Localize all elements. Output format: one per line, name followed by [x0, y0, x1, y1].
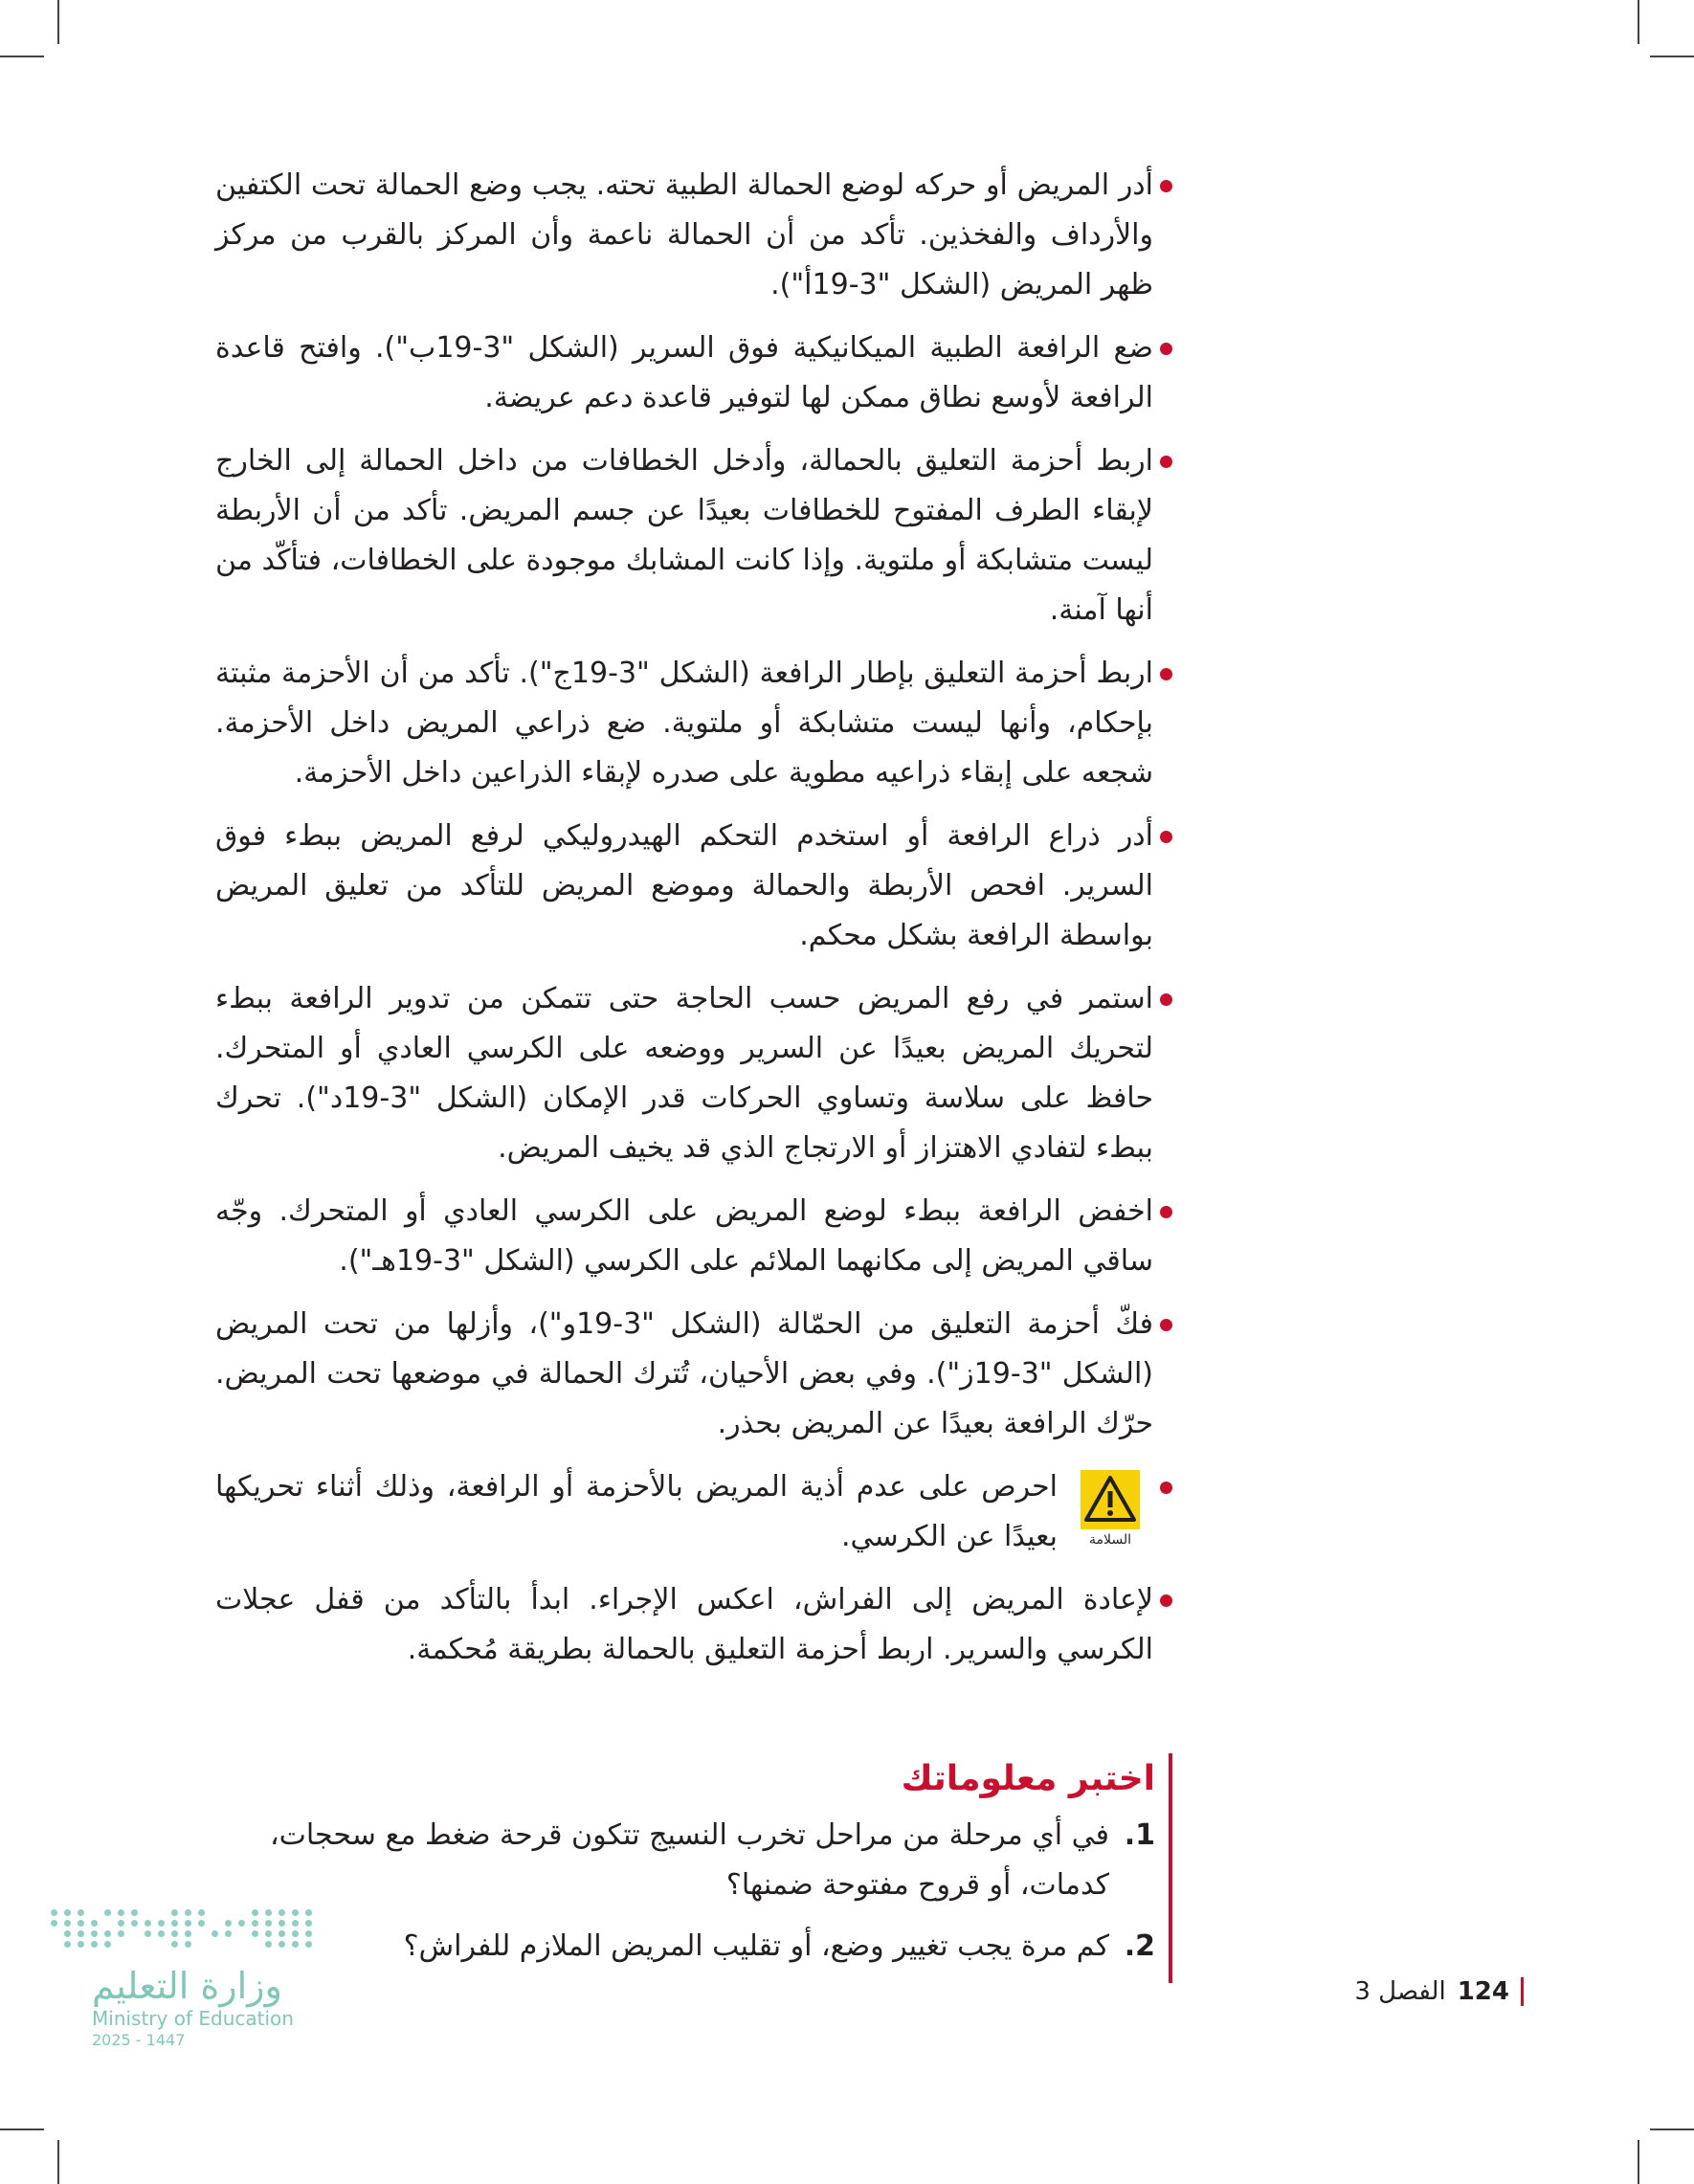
- logo-dot: [185, 1909, 191, 1916]
- logo-dot: [51, 1909, 57, 1916]
- logo-dot: [305, 1930, 312, 1937]
- logo-dot: [238, 1920, 245, 1927]
- logo-dot: [185, 1941, 191, 1948]
- logo-dot: [292, 1930, 299, 1937]
- logo-dot: [185, 1920, 191, 1927]
- crop-mark: [1638, 2140, 1639, 2184]
- logo-dot: [265, 1909, 272, 1916]
- page-footer: [1354, 1977, 1524, 2006]
- logo-dot: [51, 1920, 57, 1927]
- quiz-title: اختبر معلوماتك: [901, 1759, 1155, 1798]
- logo-dots-icon: [92, 1909, 312, 1948]
- list-item: [215, 1300, 1172, 1449]
- crop-mark: [57, 2140, 59, 2184]
- logo-dot: [265, 1920, 272, 1927]
- bullet-dot: [1160, 993, 1172, 1006]
- logo-dot: [305, 1941, 312, 1948]
- bullet-dot: [1160, 831, 1172, 843]
- bullet-text: أدر المريض أو حركه لوضع الحمالة الطبية تحته. يجب وضع الحمالة تحت الكتفين والأرداف والفخذين. تأكد من أن الحمالة ناعمة وأن المركز بالقرب من مركز ظهر المريض (الشكل "3-19أ").: [215, 168, 1153, 301]
- quiz-section: [184, 1753, 1172, 1983]
- logo-arabic: وزارة التعليم: [92, 1965, 282, 2007]
- safety-callout: [1067, 1470, 1153, 1549]
- logo-dot: [265, 1930, 272, 1937]
- logo-dot: [171, 1930, 178, 1937]
- logo-dot: [225, 1930, 232, 1937]
- logo-dot: [252, 1909, 258, 1916]
- logo-dot: [292, 1909, 299, 1916]
- logo-dot: [225, 1920, 232, 1927]
- logo-dot: [91, 1941, 98, 1948]
- logo-dot: [118, 1909, 124, 1916]
- ministry-logo: [92, 1909, 312, 2051]
- logo-dot: [305, 1909, 312, 1916]
- logo-dot: [252, 1930, 258, 1937]
- warning-icon: [1081, 1470, 1140, 1529]
- list-item: [215, 161, 1172, 310]
- bullet-list: [215, 161, 1172, 1675]
- bullet-dot: [1160, 180, 1172, 192]
- logo-dot: [279, 1920, 285, 1927]
- logo-english: Ministry of Education: [92, 2007, 294, 2030]
- logo-dot: [78, 1909, 84, 1916]
- logo-dot: [198, 1920, 205, 1927]
- quiz-question: [184, 1922, 1155, 1972]
- logo-dot: [198, 1909, 205, 1916]
- bullet-dot: [1160, 456, 1172, 468]
- logo-dot: [279, 1909, 285, 1916]
- procedure-steps: [215, 161, 1172, 1688]
- logo-dot: [279, 1941, 285, 1948]
- crop-mark: [1650, 2128, 1694, 2130]
- logo-dot: [292, 1941, 299, 1948]
- logo-dot: [212, 1930, 218, 1937]
- bullet-dot: [1160, 1319, 1172, 1331]
- logo-year: 2025 - 1447: [92, 2031, 186, 2049]
- list-item: [215, 436, 1172, 635]
- logo-dot: [252, 1920, 258, 1927]
- logo-dot: [131, 1920, 138, 1927]
- bullet-dot: [1160, 1206, 1172, 1218]
- logo-dot: [171, 1920, 178, 1927]
- list-item: [215, 323, 1172, 423]
- quiz-question: [184, 1811, 1155, 1910]
- logo-dot: [171, 1941, 178, 1948]
- bullet-dot: [1160, 1482, 1172, 1494]
- crop-mark: [0, 56, 44, 57]
- logo-dot: [118, 1930, 124, 1937]
- list-item: [215, 812, 1172, 961]
- logo-dot: [104, 1909, 111, 1916]
- crop-mark: [1638, 0, 1639, 44]
- list-item: [215, 1187, 1172, 1286]
- bullet-text: اربط أحزمة التعليق بإطار الرافعة (الشكل "3-19ج"). تأكد من أن الأحزمة مثبتة بإحكام، وأنها ليست متشابكة أو ملتوية. ضع ذراعي المريض داخل الأحزمة. شجعه على إبقاء ذراعيه مطوية على صدره لإبقاء الذراعين داخل الأحزمة.: [215, 657, 1153, 790]
- logo-dot: [131, 1909, 138, 1916]
- list-item: [215, 1575, 1172, 1675]
- footer-divider: [1521, 1977, 1524, 2006]
- logo-dot: [158, 1930, 165, 1937]
- crop-mark: [57, 0, 59, 44]
- logo-dot: [91, 1930, 98, 1937]
- logo-dot: [64, 1920, 71, 1927]
- logo-dot: [104, 1930, 111, 1937]
- safety-item: [215, 1462, 1172, 1562]
- question-text: كم مرة يجب تغيير وضع، أو تقليب المريض الملازم للفراش؟: [403, 1929, 1109, 1963]
- question-text: في أي مرحلة من مراحل تخرب النسيج تتكون قرحة ضغط مع سحجات، كدمات، أو قروح مفتوحة ضمنها؟: [269, 1818, 1109, 1902]
- logo-dot: [185, 1930, 191, 1937]
- logo-dot: [279, 1930, 285, 1937]
- logo-dot: [158, 1920, 165, 1927]
- logo-dot: [64, 1941, 71, 1948]
- logo-dot: [64, 1909, 71, 1916]
- bullet-text: استمر في رفع المريض حسب الحاجة حتى تتمكن من تدوير الرافعة ببطء لتحريك المريض بعيدًا عن السرير ووضعه على الكرسي العادي أو المتحرك. حافظ على سلاسة وتساوي الحركات قدر الإمكان (الشكل "3-19د"). تحرك ببطء لتفادي الاهتزاز أو الارتجاج الذي قد يخيف المريض.: [215, 982, 1153, 1165]
- logo-dot: [78, 1930, 84, 1937]
- bullet-dot: [1160, 1594, 1172, 1607]
- crop-mark: [0, 2128, 44, 2130]
- list-item: [215, 649, 1172, 798]
- logo-dot: [104, 1941, 111, 1948]
- logo-dot: [145, 1920, 151, 1927]
- quiz-questions: [184, 1811, 1155, 1972]
- logo-dot: [91, 1920, 98, 1927]
- logo-dot: [305, 1920, 312, 1927]
- bullet-text: اربط أحزمة التعليق بالحمالة، وأدخل الخطافات من داخل الحمالة إلى الخارج لإبقاء الطرف المفتوح للخطافات بعيدًا عن جسم المريض. تأكد من أن الأربطة ليست متشابكة أو ملتوية. وإذا كانت المشابك موجودة على الخطافات، فتأكّد من أنها آمنة.: [215, 444, 1153, 627]
- safety-label: السلامة: [1088, 1532, 1131, 1548]
- bullet-text: فكّ أحزمة التعليق من الحمّالة (الشكل "3-19و")، وأزلها من تحت المريض (الشكل "3-19ز"). وفي بعض الأحيان، تُترك الحمالة في موضعها تحت المريض. حرّك الرافعة بعيدًا عن المريض بحذر.: [215, 1307, 1153, 1440]
- logo-dot: [265, 1941, 272, 1948]
- list-item: [215, 974, 1172, 1173]
- bullet-text: أدر ذراع الرافعة أو استخدم التحكم الهيدروليكي لرفع المريض ببطء فوق السرير. افحص الأربطة والحمالة وموضع المريض للتأكد من تعليق المريض بواسطة الرافعة بشكل محكم.: [215, 819, 1153, 952]
- crop-mark: [1650, 56, 1694, 57]
- bullet-dot: [1160, 343, 1172, 355]
- question-number: 2.: [1124, 1929, 1155, 1963]
- logo-dot: [78, 1920, 84, 1927]
- bullet-text: لإعادة المريض إلى الفراش، اعكس الإجراء. ابدأ بالتأكد من قفل عجلات الكرسي والسرير. اربط أحزمة التعليق بالحمالة بطريقة مُحكمة.: [215, 1583, 1153, 1666]
- logo-dot: [64, 1930, 71, 1937]
- bullet-text: ضع الرافعة الطبية الميكانيكية فوق السرير (الشكل "3-19ب"). وافتح قاعدة الرافعة لأوسع نطاق ممكن لها لتوفير قاعدة دعم عريضة.: [215, 331, 1153, 414]
- logo-dot: [118, 1920, 124, 1927]
- bullet-text: احرص على عدم أذية المريض بالأحزمة أو الرافعة، وذلك أثناء تحريكها بعيدًا عن الكرسي.: [215, 1470, 1058, 1553]
- bullet-dot: [1160, 668, 1172, 680]
- logo-dot: [171, 1909, 178, 1916]
- page-number: 124: [1457, 1977, 1509, 2006]
- bullet-text: اخفض الرافعة ببطء لوضع المريض على الكرسي العادي أو المتحرك. وجّه ساقي المريض إلى مكانهما الملائم على الكرسي (الشكل "3-19هـ").: [215, 1194, 1153, 1278]
- chapter-label: الفصل 3: [1354, 1977, 1446, 2006]
- logo-dot: [292, 1920, 299, 1927]
- question-number: 1.: [1124, 1818, 1155, 1852]
- logo-dot: [78, 1941, 84, 1948]
- logo-dot: [145, 1930, 151, 1937]
